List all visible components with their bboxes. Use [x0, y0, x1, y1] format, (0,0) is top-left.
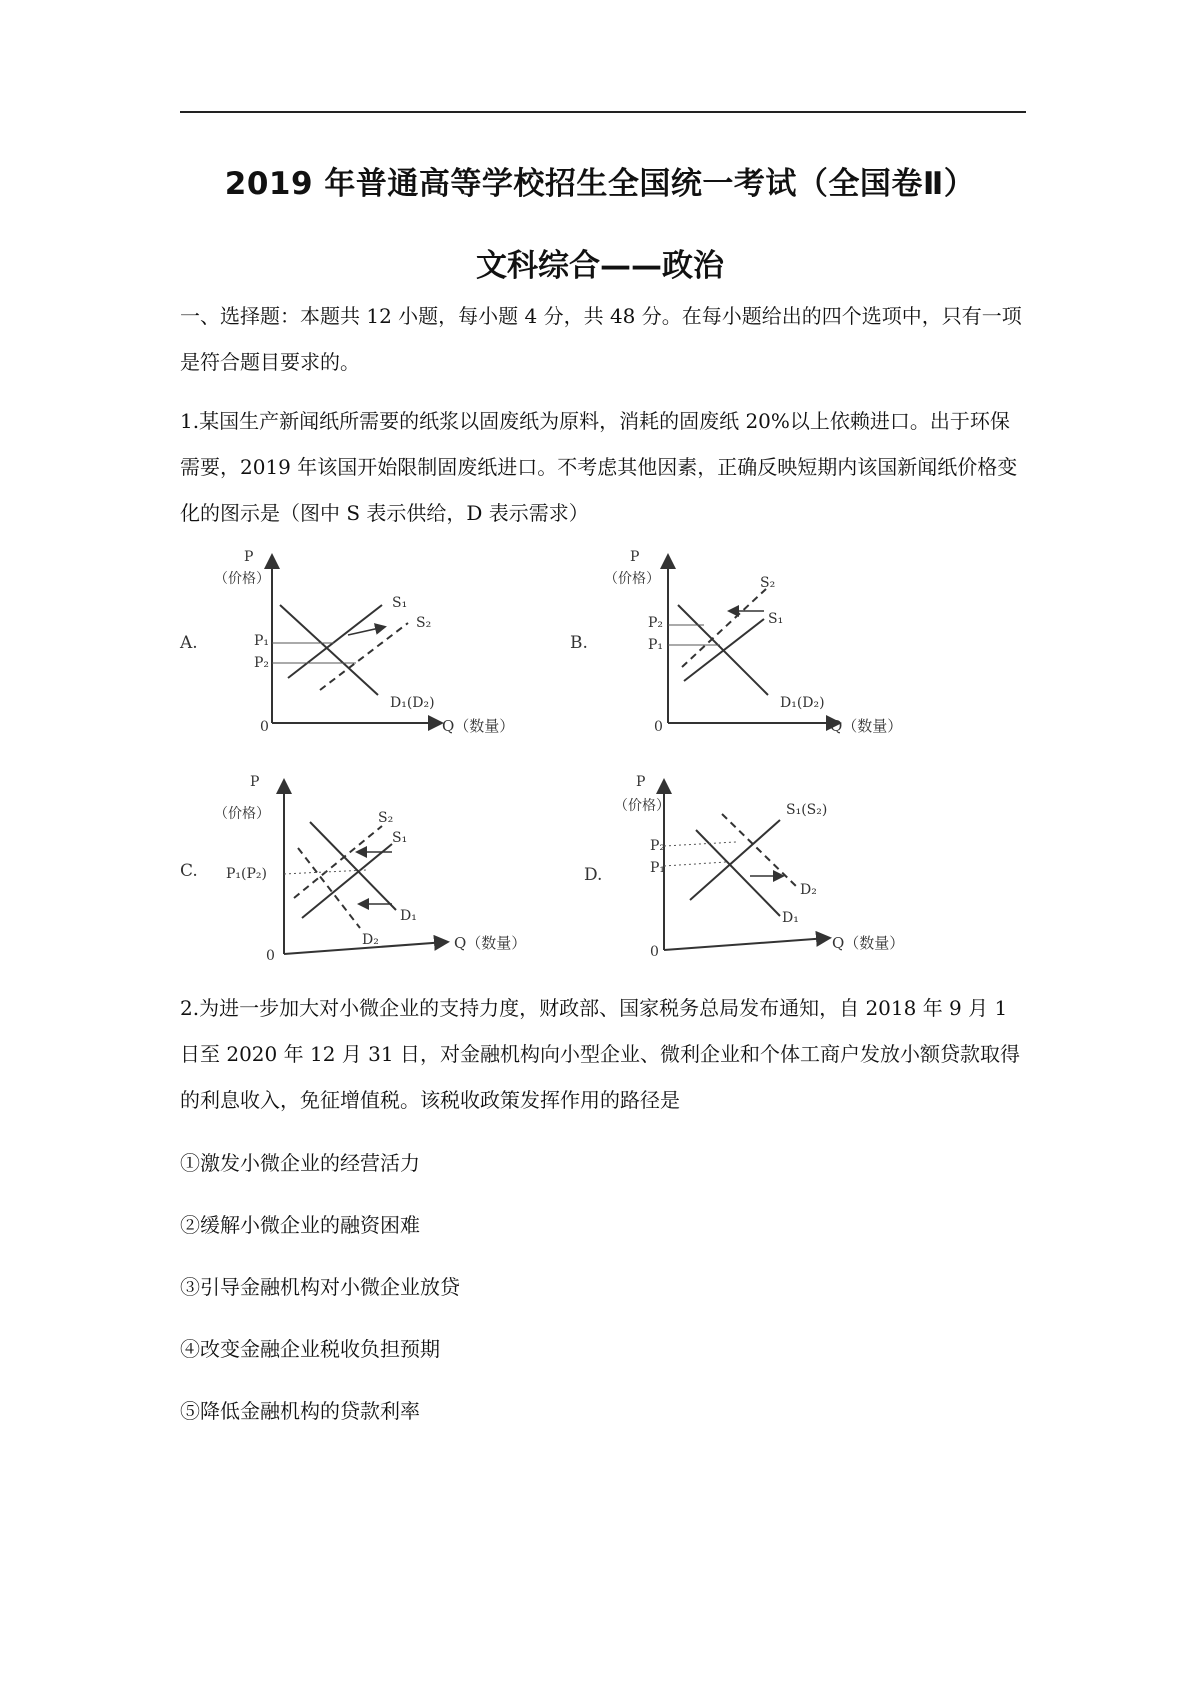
option-label: D. — [584, 865, 603, 885]
section-intro: 一、选择题：本题共 12 小题，每小题 4 分，共 48 分。在每小题给出的四个选项中，只有一项是符合题目要求的。 — [180, 304, 1022, 374]
origin-label: 0 — [654, 719, 663, 735]
p-axis-sublabel: （价格） — [604, 571, 660, 587]
origin-label: 0 — [650, 944, 659, 960]
supply-curve-s1 — [288, 605, 382, 678]
p-upper-label: P₂ — [650, 838, 666, 854]
p-lower-label: P₁ — [648, 637, 664, 653]
supply-bottom-label: S₁ — [768, 611, 784, 627]
p-axis-label: P — [250, 774, 260, 790]
p-axis-sublabel: （价格） — [214, 571, 270, 587]
p-axis-sublabel: （价格） — [214, 806, 270, 822]
p-label: P₁(P₂) — [226, 866, 267, 882]
option-label: B. — [570, 633, 588, 653]
supply-top-label: S₂ — [760, 575, 776, 591]
graph-b — [560, 545, 950, 750]
supply-bottom-label: S₂ — [416, 615, 432, 631]
demand-curve-d2 — [722, 814, 798, 888]
demand-label: D₁(D₂) — [390, 695, 435, 711]
p-axis-sublabel: （价格） — [614, 798, 670, 814]
demand-label: D₁(D₂) — [780, 695, 825, 711]
q-axis-label: Q（数量） — [454, 934, 527, 952]
graph-a — [170, 545, 560, 750]
origin-label: 0 — [260, 719, 269, 735]
option-label: C. — [180, 861, 198, 881]
q-axis-label: Q（数量） — [830, 717, 903, 735]
origin-label: 0 — [266, 948, 275, 964]
p-axis-label: P — [630, 549, 640, 565]
demand-lower-label: D₁ — [782, 910, 799, 926]
p1-guide — [664, 862, 726, 866]
p-lower-label: P₁ — [650, 860, 666, 876]
demand-curve-d1 — [310, 822, 396, 910]
demand-upper-label: D₂ — [800, 882, 817, 898]
p-lower-label: P₂ — [254, 655, 270, 671]
q-axis-label: Q（数量） — [442, 717, 515, 735]
supply-curve — [690, 820, 780, 900]
q-axis-label: Q（数量） — [832, 934, 905, 952]
option-item: ④改变金融企业税收负担预期 — [180, 1337, 440, 1361]
supply-curve-s2 — [320, 623, 408, 690]
header-rule — [180, 111, 1026, 113]
question-2-stem: 2.为进一步加大对小微企业的支持力度，财政部、国家税务总局发布通知，自 2018 年 9 月 1 日至 2020 年 12 月 31 日，对金融机构向小型企业、微利企业和个体工商户发放小额贷款取得的利息收入，免征增值税。该税收政策发挥作用的路径是 — [180, 996, 1020, 1112]
demand-curve-d1 — [696, 830, 780, 916]
demand-curve — [678, 605, 768, 695]
p-upper-label: P₁ — [254, 633, 270, 649]
supply-bottom-label: S₁ — [392, 830, 408, 846]
demand-upper-label: D₁ — [400, 908, 417, 924]
exam-subtitle: 文科综合——政治 — [476, 248, 724, 284]
graph-d — [560, 770, 950, 975]
graph-c — [170, 770, 560, 975]
supply-label: S₁(S₂) — [786, 802, 828, 818]
p-upper-label: P₂ — [648, 615, 664, 631]
p-axis-label: P — [636, 774, 646, 790]
option-item: ①激发小微企业的经营活力 — [180, 1151, 420, 1175]
question-1-stem: 1.某国生产新闻纸所需要的纸浆以固废纸为原料，消耗的固废纸 20%以上依赖进口。出于环保需要，2019 年该国开始限制固废纸进口。不考虑其他因素，正确反映短期内该国新闻纸价格变化的图示是（图中 S 表示供给，D 表示需求） — [180, 409, 1018, 525]
p-axis-label: P — [244, 549, 254, 565]
option-item: ⑤降低金融机构的贷款利率 — [180, 1399, 420, 1423]
exam-title: 2019 年普通高等学校招生全国统一考试（全国卷Ⅱ） — [224, 166, 976, 202]
option-item: ③引导金融机构对小微企业放贷 — [180, 1275, 460, 1299]
supply-top-label: S₂ — [378, 810, 394, 826]
demand-lower-label: D₂ — [362, 932, 379, 948]
p2-guide — [664, 842, 736, 846]
supply-top-label: S₁ — [392, 595, 408, 611]
option-item: ②缓解小微企业的融资困难 — [180, 1213, 420, 1237]
q-axis — [664, 938, 828, 950]
option-label: A. — [180, 633, 198, 653]
